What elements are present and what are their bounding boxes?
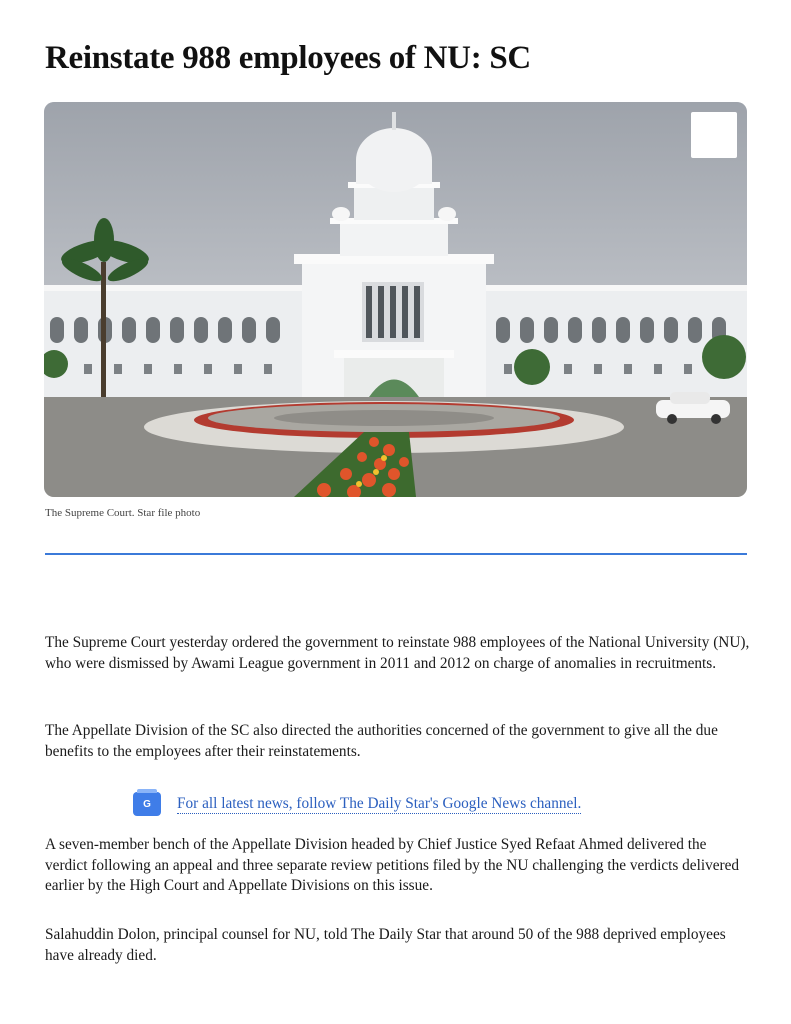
google-news-follow-link[interactable]: For all latest news, follow The Daily Star's Google News channel. <box>177 794 582 812</box>
google-news-icon: G <box>133 792 161 816</box>
article-paragraph: Salahuddin Dolon, principal counsel for NU, told The Daily Star that around 50 of the 988 deprived employees have already died. <box>45 926 726 964</box>
article-photo <box>44 102 747 497</box>
article-paragraph: A seven-member bench of the Appellate Division headed by Chief Justice Syed Refaat Ahmed delivered the verdict following an appeal and three separate review petitions filed by the NU challenging the verdicts delivered earlier by the High Court and Appellate Divisions on this issue. <box>45 836 740 894</box>
article-paragraph: The Appellate Division of the SC also directed the authorities concerned of the government to give all the due benefits to the employees after their reinstatements. <box>45 722 718 760</box>
google-news-promo[interactable] <box>133 792 581 816</box>
article-headline: Reinstate 988 employees of NU: SC <box>45 40 531 76</box>
photo-caption: The Supreme Court. Star file photo <box>45 507 201 519</box>
section-divider <box>45 553 747 555</box>
article-paragraph: The Supreme Court yesterday ordered the government to reinstate 988 employees of the National University (NU), who were dismissed by Awami League government in 2011 and 2012 on charge of anomalies in recruitments. <box>45 634 750 672</box>
photo-badge <box>691 112 737 158</box>
